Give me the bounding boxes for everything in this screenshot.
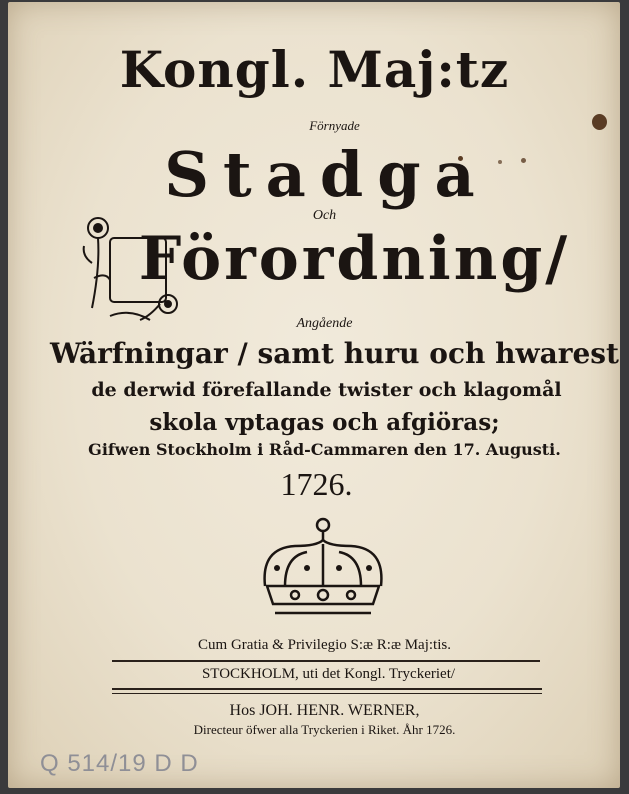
body-line-3: skola vptagas och afgiöras; [149, 409, 500, 436]
body-line-2: de derwid förefallande twister och klagomål [91, 379, 562, 401]
publication-year: 1726. [280, 466, 353, 502]
subtitle-fornyade: Förnyade [309, 118, 360, 133]
imprint-printer: Hos JOH. HENR. WERNER, [229, 702, 420, 719]
imprint-title: Directeur öfwer alla Tryckerien i Riket. Åhr 1726. [193, 722, 456, 737]
privilege-line: Cum Gratia & Privilegio S:æ R:æ Maj:tis. [198, 637, 451, 653]
rule-middle [112, 688, 542, 690]
rule-middle-thin [112, 693, 542, 694]
title-forordning: Förordning/ [138, 224, 571, 294]
crown-icon [255, 516, 391, 620]
body-line-1: Wärfningar / samt huru och hwarest [50, 337, 619, 370]
subtitle-angaende: Angående [296, 316, 353, 331]
pencil-shelf-mark: Q 514/19 D D [40, 750, 199, 777]
title-kongl-maj: Kongl. Maj:tz [119, 40, 510, 99]
rule-top [112, 660, 540, 662]
title-stadga: Stadga [164, 138, 489, 211]
imprint-city: STOCKHOLM, uti det Kongl. Tryckeriet/ [201, 666, 456, 682]
body-line-4: Gifwen Stockholm i Råd-Cammaren den 17. Augusti. [88, 440, 561, 459]
subtitle-och: Och [312, 208, 337, 223]
